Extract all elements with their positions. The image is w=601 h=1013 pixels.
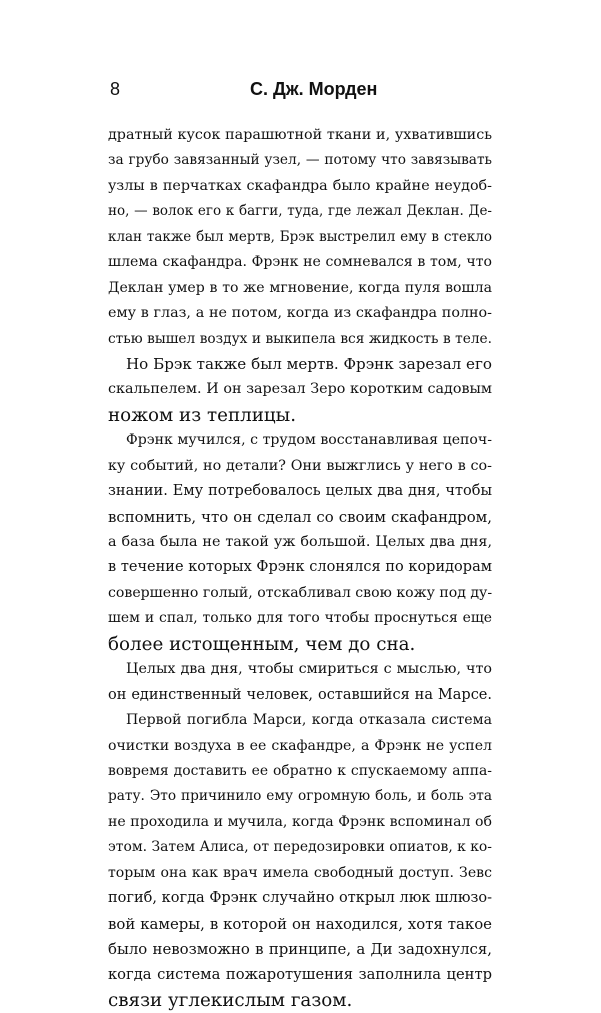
text-line: вой камеры, в которой он находился, хотя такое — [108, 914, 492, 933]
text-line: Но Брэк также был мертв. Фрэнк зарезал его — [126, 354, 492, 373]
text-line: рату. Это причинило ему огромную боль, и боль эта — [108, 788, 492, 805]
text-line: ку событий, но детали? Они выжглись у него в со- — [108, 457, 492, 474]
paragraph-4 — [108, 657, 492, 708]
text-line: Целых два дня, чтобы смириться с мыслью, что — [126, 661, 492, 678]
text-line: за грубо завязанный узел, — потому что завязывать — [108, 152, 492, 169]
text-line: было невозможно в принципе, а Ди задохнулся, — [108, 940, 492, 958]
text-line: шем и спал, только для того чтобы проснуться еще — [108, 610, 492, 627]
text-line: клан также был мертв, Брэк выстрелил ему в стекло — [108, 228, 492, 245]
text-line: очистки воздуха в ее скафандре, а Фрэнк не успел — [108, 737, 492, 754]
text-line: вспомнить, что он сделал со своим скафандром, — [108, 507, 492, 526]
text-line: ножом из теплицы. — [108, 404, 297, 426]
text-line: скальпелем. И он зарезал Зеро коротким садовым — [108, 381, 492, 398]
text-line: стью вышел воздух и выкипела вся жидкость в теле. — [108, 330, 492, 347]
paragraph-5 — [108, 708, 492, 1013]
text-line: Фрэнк мучился, с трудом восстанавливая цепоч- — [126, 432, 492, 449]
text-line: связи углекислым газом. — [108, 989, 353, 1011]
text-line: когда система пожаротушения заполнила центр — [108, 966, 492, 984]
text-line: он единственный человек, оставшийся на Марсе. — [108, 686, 492, 703]
text-line: вовремя доставить ее обратно к спускаемому аппа- — [108, 762, 492, 779]
text-line: погиб, когда Фрэнк случайно открыл люк шлюзо- — [108, 890, 492, 907]
page-header — [108, 78, 492, 102]
body-text — [108, 123, 492, 1013]
text-line: шлема скафандра. Фрэнк не сомневался в том, что — [108, 254, 492, 271]
text-line: торым она как врач имела свободный доступ. Зевс — [108, 864, 492, 881]
text-line: узлы в перчатках скафандра было крайне неудоб- — [108, 177, 492, 194]
text-line: но, — волок его к багги, туда, где лежал Деклан. Де- — [108, 203, 492, 220]
text-line: совершенно голый, отскабливал свою кожу под ду- — [108, 584, 493, 601]
paragraph-3 — [108, 428, 492, 657]
text-line: ему в глаз, а не потом, когда из скафандра полно- — [108, 305, 492, 322]
text-line: этом. Затем Алиса, от передозировки опиатов, к ко- — [108, 839, 492, 856]
running-head-author: С. Дж. Морден — [250, 79, 378, 99]
text-line: более истощенным, чем до сна. — [108, 633, 416, 655]
text-line: Деклан умер в то же мгновение, когда пуля вошла — [108, 279, 492, 296]
text-line: в течение которых Фрэнк слонялся по коридорам — [108, 559, 492, 576]
text-line: знании. Ему потребовалось целых два дня, чтобы — [108, 483, 492, 500]
text-line: а база была не такой уж большой. Целых два дня, — [108, 534, 492, 550]
paragraph-1 — [108, 123, 492, 352]
page-number: 8 — [110, 79, 121, 99]
text-line: Первой погибла Марси, когда отказала система — [126, 712, 492, 729]
text-line: не проходила и мучила, когда Фрэнк вспоминал об — [108, 813, 492, 830]
paragraph-2 — [108, 352, 492, 428]
text-line: дратный кусок парашютной ткани и, ухватившись — [108, 127, 492, 143]
